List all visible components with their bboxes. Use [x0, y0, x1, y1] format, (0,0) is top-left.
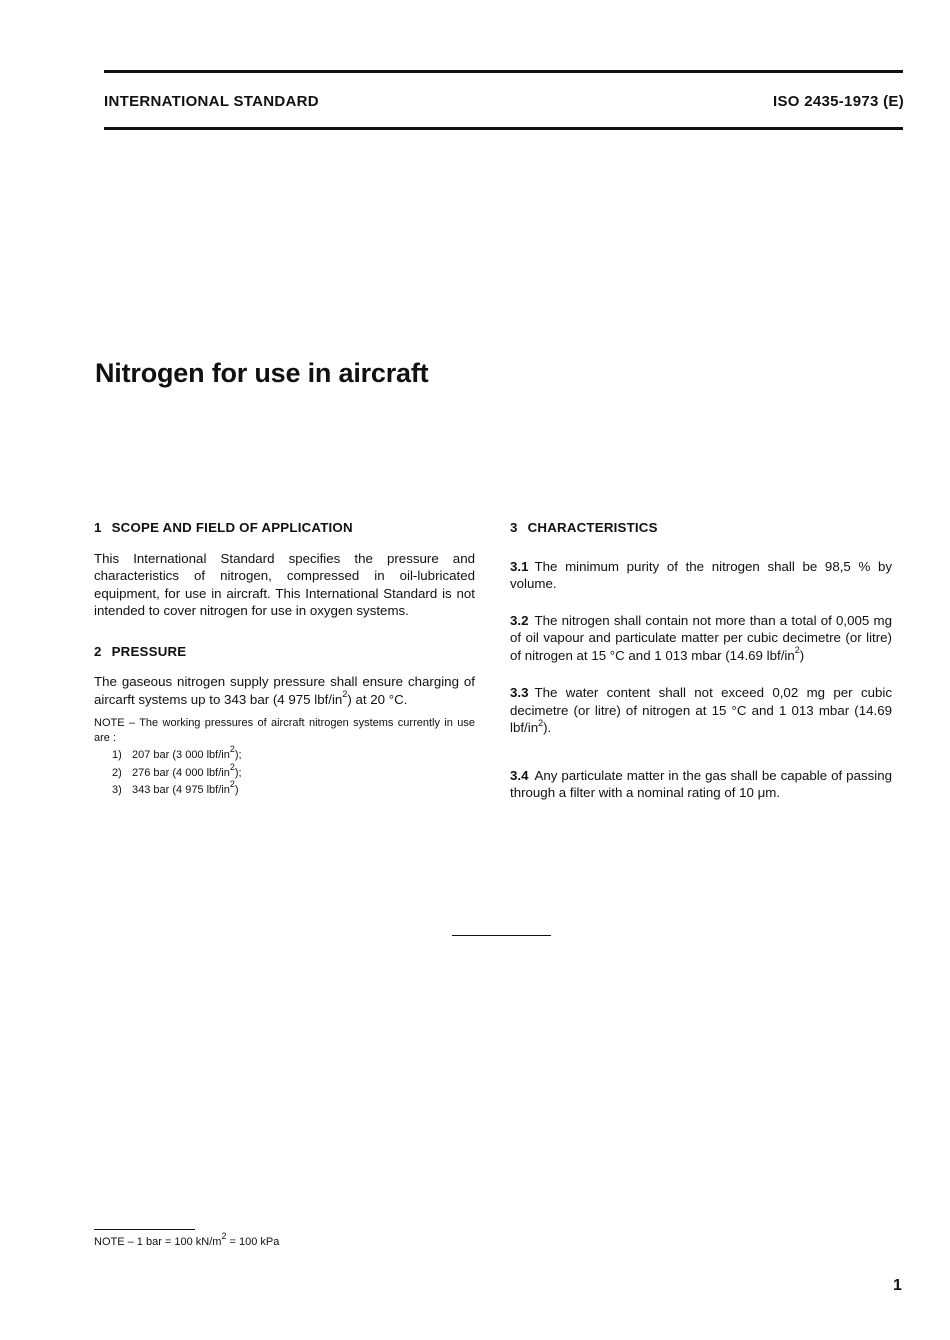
standard-number: ISO 2435-1973 (E): [772, 93, 904, 110]
header-bottom-rule: [104, 127, 903, 130]
clause-3-1: 3.1 The minimum purity of the nitrogen shall be 98,5 % by volume.: [510, 558, 892, 591]
section-number: 2: [94, 643, 102, 659]
footnote: NOTE – 1 bar = 100 $kN/m^2 = 100$ kPa: [94, 1231, 280, 1248]
section-heading: [510, 519, 892, 537]
page-number: 1: [893, 1277, 902, 1294]
section-scope: [94, 519, 475, 620]
left-column: [94, 519, 475, 801]
document-type-label: INTERNATIONAL STANDARD: [104, 93, 319, 110]
pressure-note: NOTE – The working pressures of aircraft nitrogen systems currently in use are :: [94, 717, 475, 744]
section-title: SCOPE AND FIELD OF APPLICATION: [111, 520, 353, 535]
section-number: 1: [94, 520, 102, 535]
end-rule: [452, 935, 551, 936]
section-title: CHARACTERISTICS: [527, 520, 658, 535]
section-body: The gaseous nitrogen supply pressure shall ensure charging of aircarft systems up to 343 bar (4 975 lbf/$in^2$) at 20 °C.: [94, 674, 475, 707]
list-item: 2) 276 bar (4 000 lbf/$in^2$);: [112, 761, 242, 779]
clause-3-3: 3.3 The water content shall not exceed 0,02 mg per cubic decimetre (or litre) of nitrogen at 15 °C and 1 013 mbar (14.69 lbf/$in^2$).: [510, 685, 892, 735]
section-heading: [94, 519, 475, 537]
section-title: PRESSURE: [111, 643, 187, 659]
section-body: This International Standard specifies the pressure and characteristics of nitrogen, compressed in oil-lubricated equipment, for use in aircraft. This International Standard is not intended to cover nitrogen for use in oxygen systems.: [94, 550, 475, 618]
right-column: [510, 519, 892, 802]
section-number: 3: [510, 520, 518, 535]
pressure-list: [94, 744, 475, 798]
list-item: 3) 343 bar (4 975 lbf/$in^2$): [112, 779, 239, 796]
list-item: 1) 207 bar (3 000 lbf/$in^2$);: [112, 744, 242, 761]
section-heading: [94, 643, 475, 661]
clause-3-2: 3.2 The nitrogen shall contain not more than a total of 0,005 mg of oil vapour and particulate matter per cubic decimetre (or litre) of nitrogen at 15 °C and 1 013 mbar (14.69 lbf/$in^2$): [510, 612, 892, 663]
footnote-rule: [94, 1229, 195, 1230]
section-pressure: [94, 643, 475, 798]
document-title: Nitrogen for use in aircraft: [95, 358, 429, 388]
clause-3-4: 3.4 Any particulate matter in the gas shall be capable of passing through a filter with a nominal rating of 10 μm.: [510, 767, 892, 800]
header-top-rule: [104, 70, 903, 73]
